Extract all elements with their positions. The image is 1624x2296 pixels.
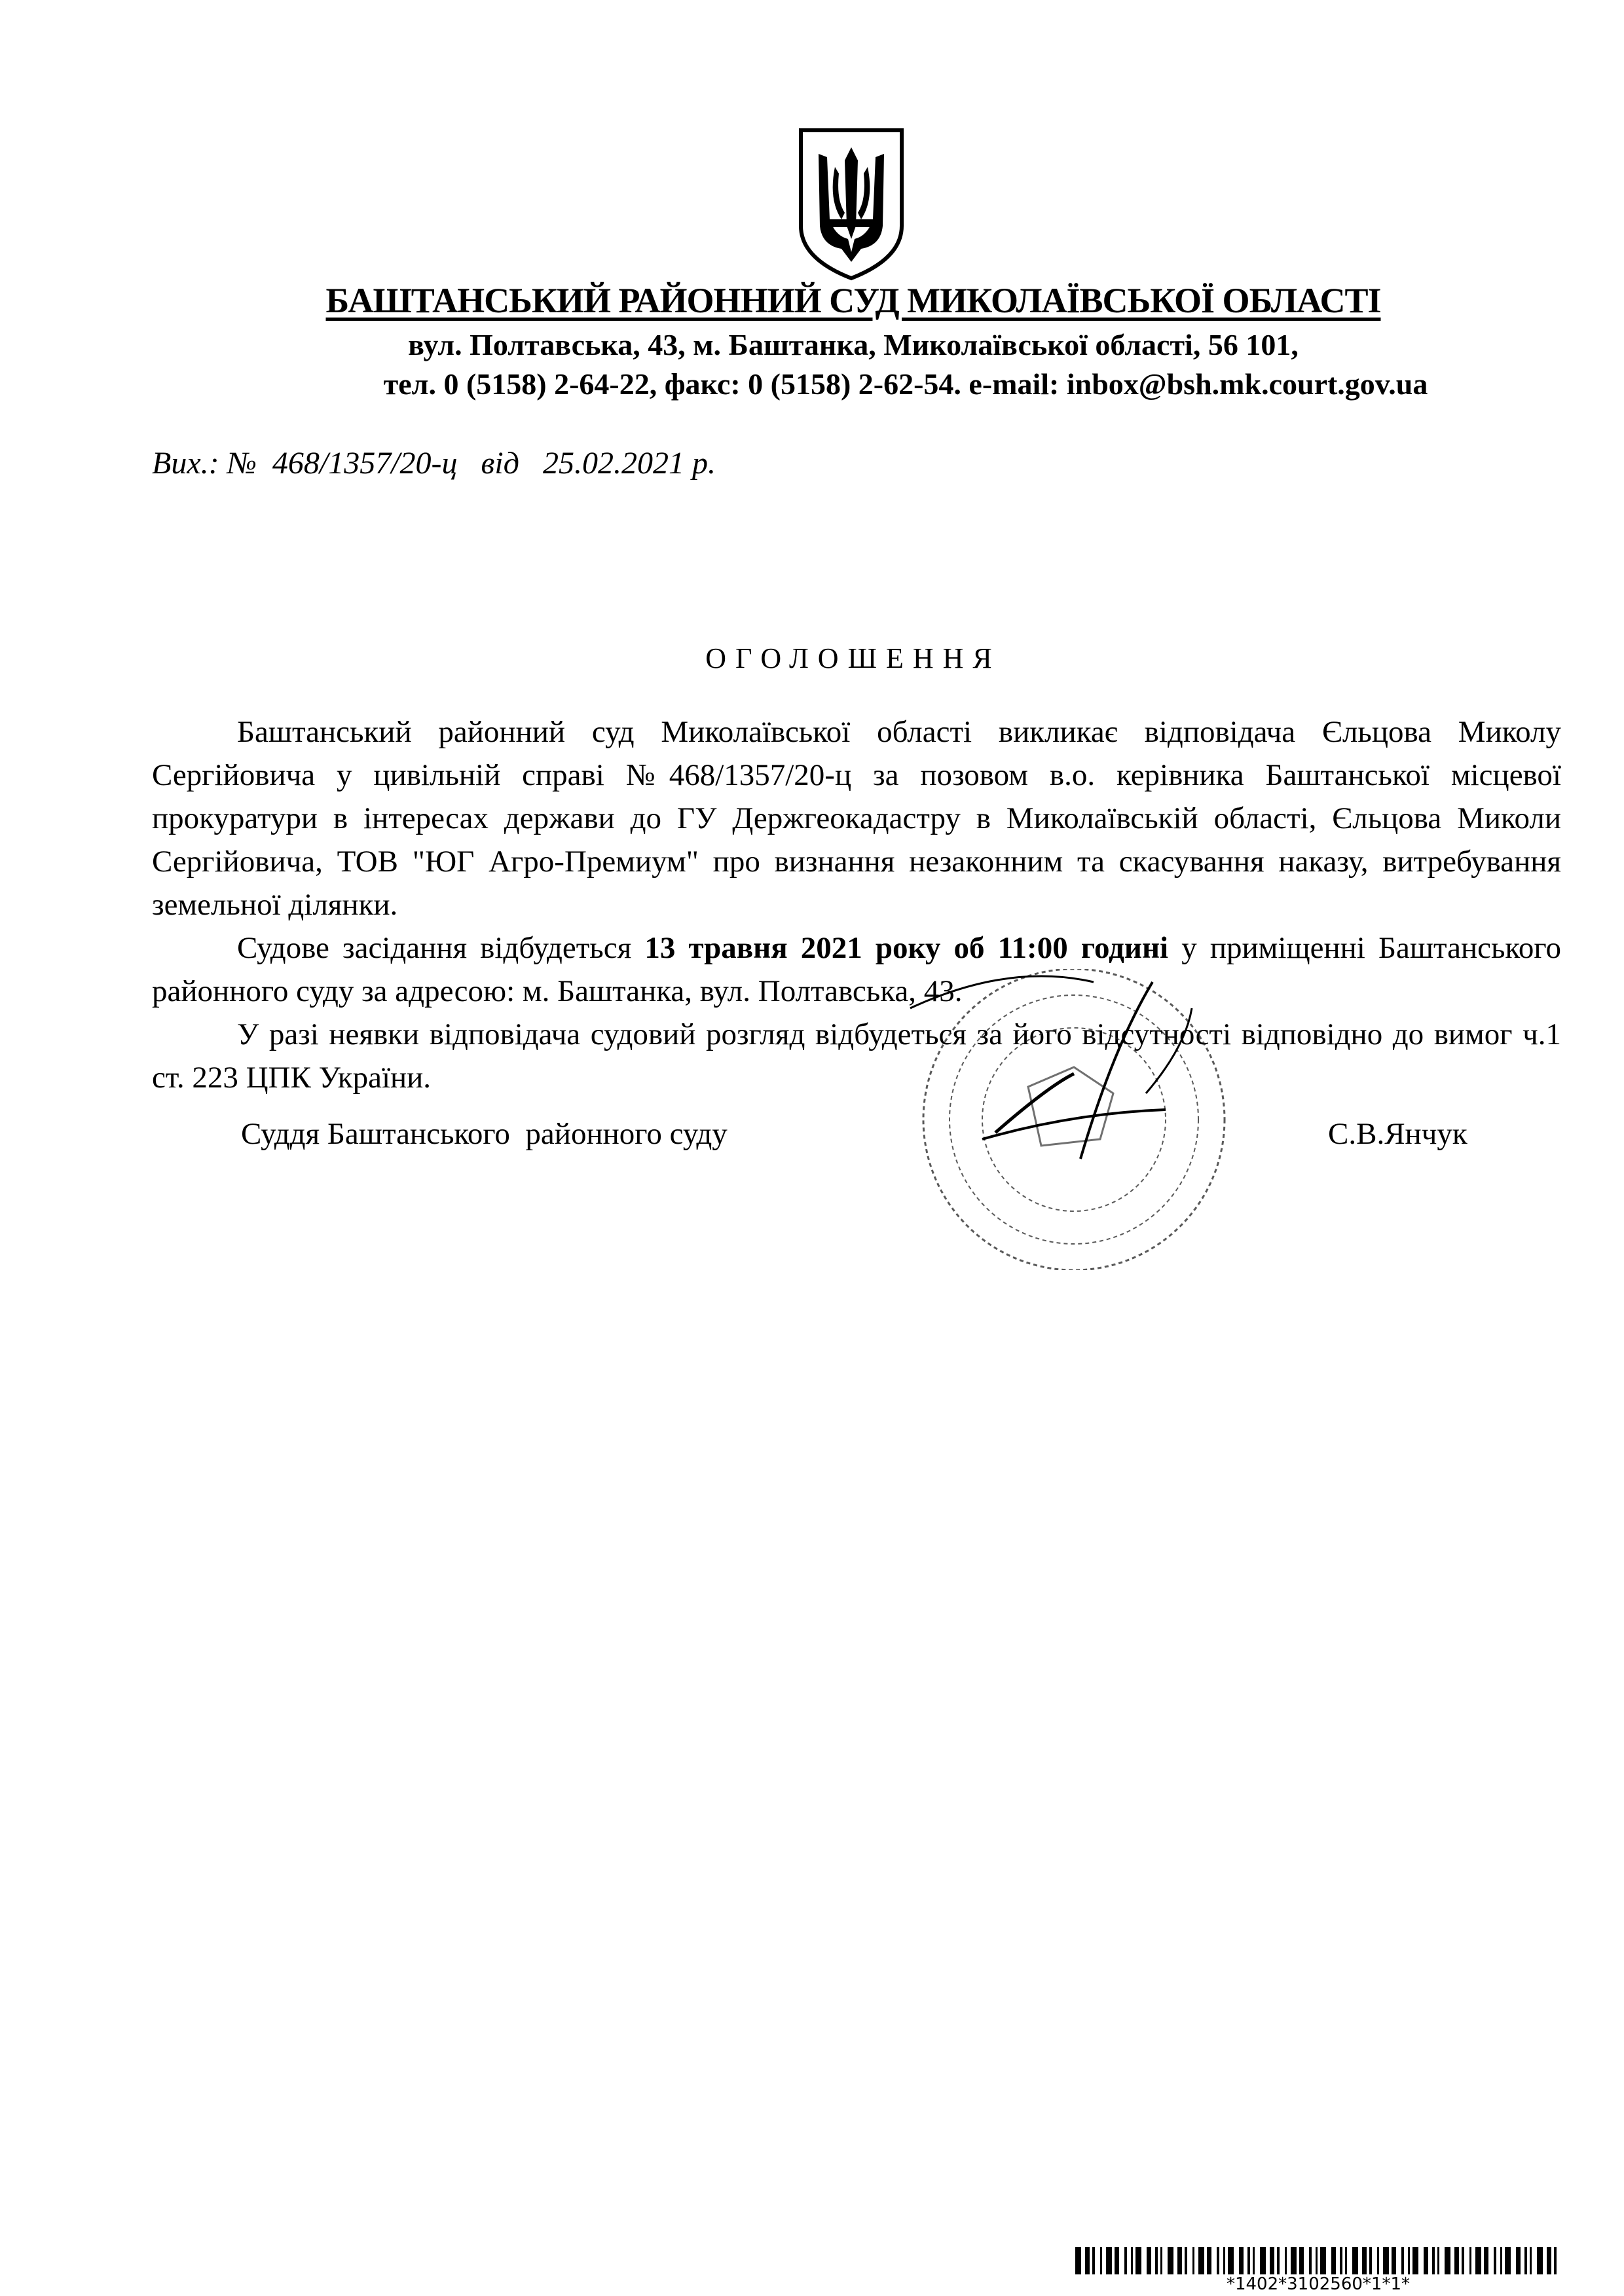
barcode-bar — [1217, 2247, 1219, 2274]
barcode-bar — [1147, 2247, 1151, 2274]
barcode-bar — [1401, 2247, 1404, 2274]
barcode-bar — [1124, 2247, 1127, 2274]
barcode-bar — [1291, 2247, 1297, 2274]
barcode-bar — [1432, 2247, 1435, 2274]
hearing-datetime: 13 травня 2021 року об 11:00 годині — [644, 931, 1169, 965]
barcode-bar — [1277, 2247, 1280, 2274]
trident-coat-of-arms-icon — [796, 128, 907, 282]
barcode-bar — [1331, 2247, 1336, 2274]
barcode-bar — [1192, 2247, 1194, 2274]
barcode-bar — [1377, 2247, 1379, 2274]
barcode-bar — [1547, 2247, 1551, 2274]
barcode-bar — [1100, 2247, 1102, 2274]
barcode-bar — [1115, 2247, 1119, 2274]
barcode-bar — [1253, 2247, 1255, 2274]
paragraph-hearing — [152, 926, 1561, 1013]
barcode-bar — [1345, 2247, 1347, 2274]
barcode-bar — [1530, 2247, 1532, 2274]
barcode-bar — [1412, 2247, 1418, 2274]
barcode-bar — [1270, 2247, 1274, 2274]
barcode-bar — [1537, 2247, 1543, 2274]
ref-number: 468/1357/20-ц — [272, 446, 458, 481]
barcode-bar — [1475, 2247, 1481, 2274]
court-contacts: тел. 0 (5158) 2-64-22, факс: 0 (5158) 2-62-54. e-mail: inbox@bsh.mk.court.gov.ua — [383, 367, 1428, 401]
barcode-bar — [1445, 2247, 1450, 2274]
barcode-bar — [1454, 2247, 1459, 2274]
hearing-text: Судове засідання відбудеться — [237, 931, 645, 965]
announcement-body — [152, 710, 1561, 1099]
barcode-bar — [1207, 2247, 1211, 2274]
barcode-bar — [1437, 2247, 1439, 2274]
barcode-bar — [1424, 2247, 1428, 2274]
barcode-bar — [1085, 2247, 1090, 2274]
barcode-bar — [1260, 2247, 1266, 2274]
signature-position: Суддя Баштанського районного суду — [241, 1117, 728, 1151]
barcode-bar — [1316, 2247, 1318, 2274]
barcode-bar — [1285, 2247, 1287, 2274]
barcode-bar — [1247, 2247, 1250, 2274]
barcode-bar — [1484, 2247, 1488, 2274]
barcode-bar — [1185, 2247, 1187, 2274]
barcode-bar — [1408, 2247, 1410, 2274]
barcode-bar — [1554, 2247, 1557, 2274]
barcode-bar — [1228, 2247, 1234, 2274]
barcode-bar — [1392, 2247, 1396, 2274]
barcode-bar — [1299, 2247, 1304, 2274]
ref-date: 25.02.2021 р. — [542, 446, 716, 481]
barcode-bar — [1075, 2247, 1081, 2274]
hearing-location: у приміщенні Баштанського районного суду за адресою: м. Баштанка, вул. Полтавська, 43. — [152, 931, 1561, 1008]
paragraph-summons: Баштанський районний суд Миколаївської області викликає відповідача Єльцова Миколу Сергійовича у цивільній справі №468/1357/20-ц за позовом в.о. керівника Баштанської місцевої прокуратури в інтересах держави до ГУ Держгеокадастру в Миколаївській області, Єльцова Миколи Сергійовича, ТОВ "ЮГ Агро-Премиум" про визнання незаконним та скасування наказу, витребування земельної ділянки. — [152, 715, 1561, 922]
barcode-bar — [1131, 2247, 1133, 2274]
barcode-bar — [1135, 2247, 1141, 2274]
barcode-bar — [1155, 2247, 1158, 2274]
court-name-heading: БАШТАНСЬКИЙ РАЙОННИЙ СУД МИКОЛАЇВСЬКОЇ ОБЛАСТІ — [325, 281, 1381, 320]
barcode-bar — [1516, 2247, 1521, 2274]
barcode-bar — [1362, 2247, 1367, 2274]
barcode-bar — [1160, 2247, 1162, 2274]
barcode-bar — [1177, 2247, 1182, 2274]
barcode-number: *1402*3102560*1*1* — [1226, 2274, 1411, 2294]
barcode-bar — [1106, 2247, 1112, 2274]
barcode-bar — [1223, 2247, 1225, 2274]
barcode-bar — [1168, 2247, 1173, 2274]
document-heading: ОГОЛОШЕННЯ — [705, 642, 1001, 674]
barcode-icon — [1075, 2247, 1561, 2274]
barcode-bar — [1469, 2247, 1471, 2274]
judge-name: С.В.Янчук — [1328, 1117, 1467, 1151]
barcode-bar — [1320, 2247, 1326, 2274]
barcode-bar — [1309, 2247, 1312, 2274]
barcode-bar — [1383, 2247, 1389, 2274]
barcode-bar — [1352, 2247, 1358, 2274]
barcode-bar — [1239, 2247, 1244, 2274]
paragraph-absence: У разі неявки відповідача судовий розгляд відбудеться за його відсутності відповідно до вимог ч.1 ст. 223 ЦПК України. — [152, 1017, 1561, 1095]
barcode-bar — [1340, 2247, 1342, 2274]
barcode-bar — [1369, 2247, 1372, 2274]
barcode-bar — [1524, 2247, 1527, 2274]
barcode-bar — [1462, 2247, 1464, 2274]
outgoing-reference — [152, 445, 716, 481]
barcode-bar — [1198, 2247, 1204, 2274]
barcode-bar — [1092, 2247, 1095, 2274]
barcode-bar — [1500, 2247, 1502, 2274]
ref-label: Вих.: № — [152, 446, 257, 481]
barcode-bar — [1505, 2247, 1511, 2274]
barcode-bar — [1494, 2247, 1496, 2274]
ref-date-label: від — [481, 446, 519, 481]
court-address: вул. Полтавська, 43, м. Баштанка, Миколаївської області, 56 101, — [408, 328, 1299, 361]
